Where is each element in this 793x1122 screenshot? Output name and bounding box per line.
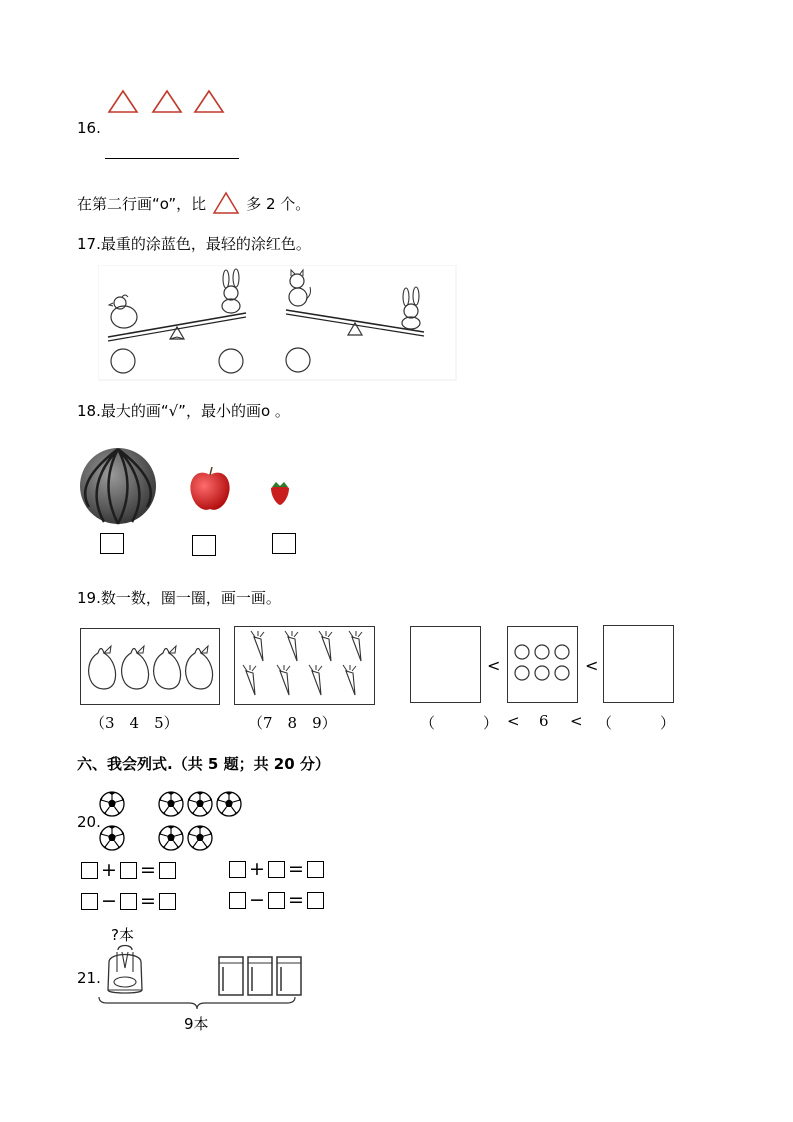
unknown-books-label: ?本	[111, 926, 134, 944]
compare-close-paren: ）	[483, 714, 499, 732]
soccer-ball-icon	[217, 792, 241, 816]
addition-equation-left	[81, 859, 176, 881]
six-circles-panel	[507, 626, 578, 703]
pear-icon	[89, 646, 116, 689]
compare-lt: <	[507, 712, 520, 730]
answer-box[interactable]	[159, 893, 176, 910]
pear-icon	[122, 646, 149, 689]
pear-panel	[80, 628, 220, 705]
subtraction-equation-left	[81, 890, 176, 912]
carrot-icon	[243, 665, 256, 695]
triangle-icon	[195, 91, 223, 112]
triangle-row	[105, 88, 225, 116]
soccer-ball-icon	[188, 792, 212, 816]
strawberry-icon	[268, 480, 292, 506]
plus-sign: +	[249, 858, 265, 880]
answer-box[interactable]	[307, 892, 324, 909]
subtraction-equation-right	[229, 889, 324, 911]
pear-group	[81, 629, 218, 703]
triangle-icon	[211, 191, 241, 215]
q19-question: 19.数一数，圈一圈，画一画。	[77, 589, 281, 607]
q16-instruction-post: 多 2 个。	[246, 194, 311, 213]
q16-instruction-pre: 在第二行画“o”，比	[77, 194, 207, 213]
apple-icon	[188, 465, 232, 515]
pear-choices: （3 4 5）	[90, 714, 179, 732]
book-icon	[219, 957, 243, 995]
answer-box[interactable]	[100, 533, 124, 554]
book-icon	[248, 957, 272, 995]
soccer-balls-right	[157, 790, 247, 856]
schoolbag-icon	[104, 942, 146, 998]
carrot-icon	[343, 665, 356, 695]
circle-icon	[535, 645, 549, 659]
answer-box[interactable]	[120, 862, 137, 879]
soccer-ball-icon	[159, 792, 183, 816]
answer-box[interactable]	[159, 862, 176, 879]
answer-box[interactable]	[268, 892, 285, 909]
compare-lt: <	[570, 712, 583, 730]
minus-sign: −	[249, 889, 265, 911]
carrot-icon	[251, 631, 264, 661]
carrot-panel	[234, 626, 375, 705]
answer-box[interactable]	[272, 533, 296, 554]
q16-number: 16.	[77, 119, 101, 137]
soccer-ball-icon	[188, 826, 212, 850]
soccer-balls-left	[98, 790, 130, 856]
equals-sign: =	[288, 858, 304, 880]
books-icon	[217, 955, 305, 997]
equals-sign: =	[288, 889, 304, 911]
answer-box[interactable]	[81, 893, 98, 910]
answer-box[interactable]	[81, 862, 98, 879]
circle-icon	[515, 666, 529, 680]
carrot-icon	[285, 631, 298, 661]
circle-icon	[535, 666, 549, 680]
pear-icon	[154, 646, 181, 689]
carrot-icon	[277, 665, 290, 695]
less-than-sign: <	[585, 656, 599, 675]
circle-icon	[515, 645, 529, 659]
equals-sign: =	[140, 890, 156, 912]
minus-sign: −	[101, 890, 117, 912]
answer-box[interactable]	[268, 861, 285, 878]
pear-icon	[186, 646, 213, 689]
compare-close-paren: ）	[660, 714, 676, 732]
carrot-icon	[309, 665, 322, 695]
answer-box[interactable]	[229, 861, 246, 878]
triangle-icon	[109, 91, 137, 112]
draw-box-left[interactable]	[410, 626, 481, 703]
compare-six: 6	[539, 712, 549, 730]
circle-group	[508, 627, 576, 701]
plus-sign: +	[101, 859, 117, 881]
carrot-group	[235, 627, 373, 703]
compare-open-paren: （	[597, 714, 613, 732]
answer-box[interactable]	[307, 861, 324, 878]
soccer-ball-icon	[100, 826, 124, 850]
q20-number: 20.	[77, 813, 101, 831]
carrot-icon	[319, 631, 332, 661]
less-than-sign: <	[487, 656, 501, 675]
answer-line	[105, 158, 239, 159]
addition-equation-right	[229, 858, 324, 880]
q18-question: 18.最大的画“√”，最小的画o 。	[77, 402, 290, 420]
triangle-icon	[153, 91, 181, 112]
answer-box[interactable]	[229, 892, 246, 909]
soccer-ball-icon	[159, 826, 183, 850]
book-icon	[277, 957, 301, 995]
compare-open-paren: （	[420, 714, 436, 732]
carrot-choices: （7 8 9）	[248, 714, 337, 732]
total-brace	[97, 996, 297, 1010]
q16-instruction	[77, 191, 310, 215]
carrot-icon	[349, 631, 362, 661]
soccer-ball-icon	[100, 792, 124, 816]
seesaw-figure	[98, 265, 458, 381]
total-books-label: 9本	[184, 1015, 209, 1033]
answer-box[interactable]	[120, 893, 137, 910]
equals-sign: =	[140, 859, 156, 881]
section-title: 六、我会列式.（共 5 题；共 20 分）	[77, 755, 330, 773]
circle-icon	[555, 666, 569, 680]
circle-icon	[555, 645, 569, 659]
answer-box[interactable]	[192, 535, 216, 556]
draw-box-right[interactable]	[603, 625, 674, 703]
q17-question: 17.最重的涂蓝色，最轻的涂红色。	[77, 235, 311, 253]
watermelon-icon	[79, 447, 159, 527]
q21-number: 21.	[77, 969, 101, 987]
